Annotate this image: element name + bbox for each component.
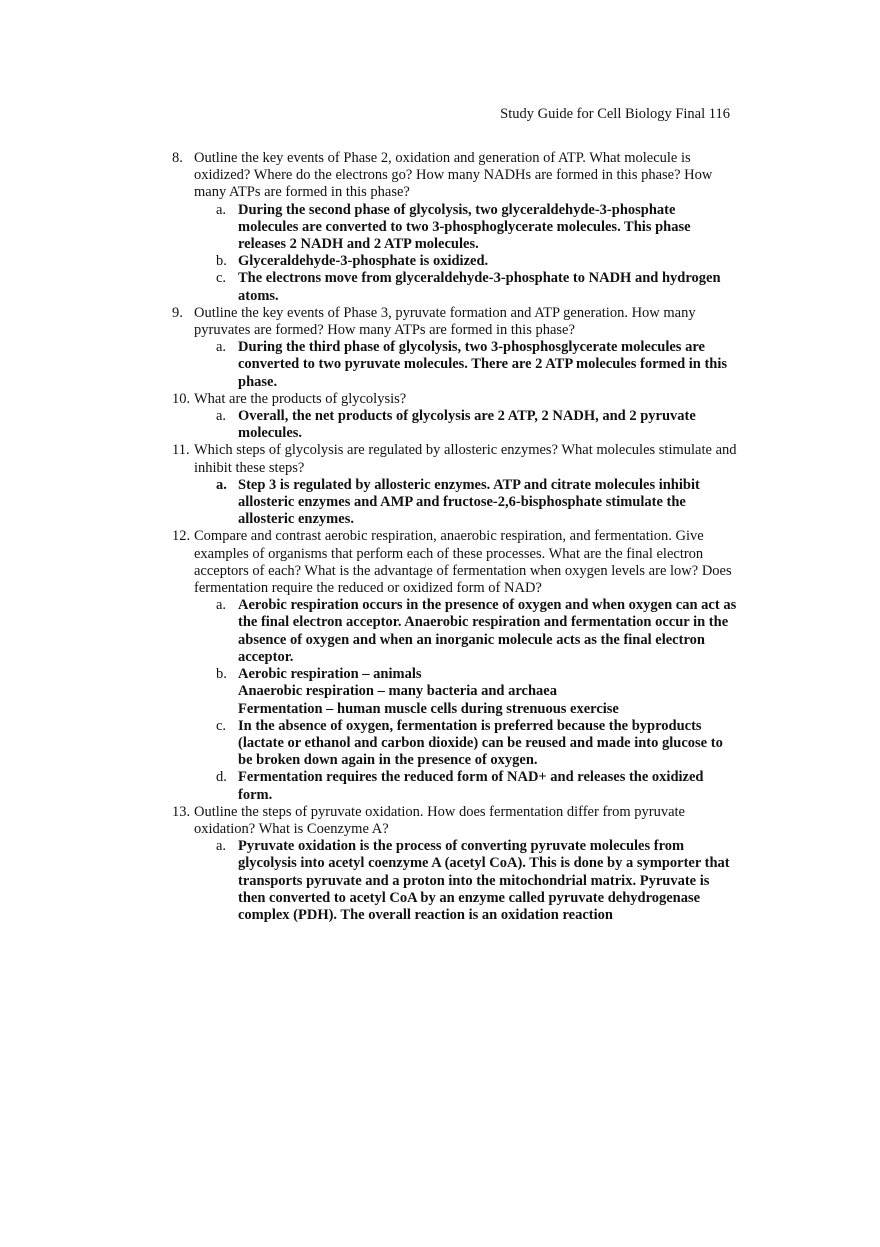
answer-text: Aerobic respiration – animals Anaerobic respiration – many bacteria and archaea Fermentation – human muscle cells during strenuous exercise [238, 666, 619, 717]
answer-12a [172, 597, 737, 666]
answer-text: Glyceraldehyde-3-phosphate is oxidized. [238, 253, 489, 270]
answer-label: a. [216, 838, 227, 855]
answer-text: Fermentation requires the reduced form of NAD+ and releases the oxidized form. [238, 769, 704, 803]
question-number: 8. [172, 150, 183, 166]
question-list [172, 150, 737, 924]
question-text: Outline the steps of pyruvate oxidation. How does fermentation differ from pyruvate oxidation? What is Coenzyme A? [194, 803, 685, 837]
answer-text: The electrons move from glyceraldehyde-3-phosphate to NADH and hydrogen atoms. [238, 270, 721, 304]
answer-label: a. [216, 201, 227, 218]
answer-text: Pyruvate oxidation is the process of converting pyruvate molecules from glycolysis into acetyl coenzyme A (acetyl CoA). This is done by a symporter that transports pyruvate and a proton into the mitochondrial matrix. Pyruvate is then converted to acetyl CoA by an enzyme called pyruvate dehydrogenase complex (PDH). The overall reaction is an oxidation reaction [238, 838, 730, 923]
question-number: 11. [172, 442, 190, 459]
answer-label: a. [216, 339, 227, 356]
answer-text: During the third phase of glycolysis, two 3-phosphosglycerate molecules are converted to two pyruvate molecules. There are 2 ATP molecules formed in this phase. [238, 339, 728, 390]
answer-label: b. [216, 666, 227, 683]
question-8 [172, 150, 737, 202]
question-10 [172, 391, 737, 408]
answer-label: c. [216, 270, 227, 287]
answer-text: During the second phase of glycolysis, two glyceraldehyde-3-phosphate molecules are converted to two 3-phosphoglycerate molecules. This phase releases 2 NADH and 2 ATP molecules. [238, 201, 691, 253]
answer-8c [172, 270, 737, 304]
answer-12b [172, 666, 737, 718]
answer-text: In the absence of oxygen, fermentation is preferred because the byproducts (lactate or ethanol and carbon dioxide) can be reused and made into glucose to be broken down again in the presence of oxygen. [238, 717, 723, 769]
page-header: Study Guide for Cell Biology Final 116 [500, 106, 730, 122]
question-11 [172, 442, 737, 476]
answer-label: a. [216, 476, 227, 493]
answer-10a [172, 408, 737, 442]
answer-text: Step 3 is regulated by allosteric enzymes. ATP and citrate molecules inhibit allosteric enzymes and AMP and fructose-2,6-bisphosphate stimulate the allosteric enzymes. [238, 476, 700, 528]
question-13 [172, 804, 737, 838]
answer-label: c. [216, 717, 227, 734]
question-number: 10. [172, 390, 191, 407]
answer-9a [172, 339, 737, 391]
answer-8b [172, 253, 737, 270]
question-number: 13. [172, 803, 191, 820]
answer-label: d. [216, 769, 227, 786]
question-9 [172, 305, 737, 339]
answer-12d [172, 769, 737, 803]
question-text: Outline the key events of Phase 2, oxidation and generation of ATP. What molecule is oxidized? Where do the electrons go? How many NADHs are formed in this phase? How many ATPs are formed in this phase? [194, 150, 713, 201]
question-text: Compare and contrast aerobic respiration, anaerobic respiration, and fermentation. Give examples of organisms that perform each of these processes. What are the final electron acceptors of each? What is the advantage of fermentation when oxygen levels are low? Does fermentation require the reduced or oxidized form of NAD? [194, 528, 732, 597]
question-number: 9. [172, 304, 183, 321]
question-text: Outline the key events of Phase 3, pyruvate formation and ATP generation. How many pyruvates are formed? How many ATPs are formed in this phase? [194, 304, 696, 339]
answer-8a [172, 202, 737, 254]
answer-text: Aerobic respiration occurs in the presence of oxygen and when oxygen can act as the final electron acceptor. Anaerobic respiration and fermentation occur in the absence of oxygen and when an inorganic molecule acts as the final electron acceptor. [238, 597, 737, 665]
question-12 [172, 528, 737, 597]
answer-label: a. [216, 597, 227, 614]
question-number: 12. [172, 528, 191, 545]
answer-label: a. [216, 408, 227, 425]
answer-12c [172, 718, 737, 770]
answer-label: b. [216, 253, 227, 270]
answer-text: Overall, the net products of glycolysis are 2 ATP, 2 NADH, and 2 pyruvate molecules. [238, 408, 696, 442]
question-text: Which steps of glycolysis are regulated by allosteric enzymes? What molecules stimulate and inhibit these steps? [194, 442, 737, 476]
answer-11a [172, 477, 737, 529]
answer-13a [172, 838, 737, 924]
question-text: What are the products of glycolysis? [194, 390, 407, 407]
